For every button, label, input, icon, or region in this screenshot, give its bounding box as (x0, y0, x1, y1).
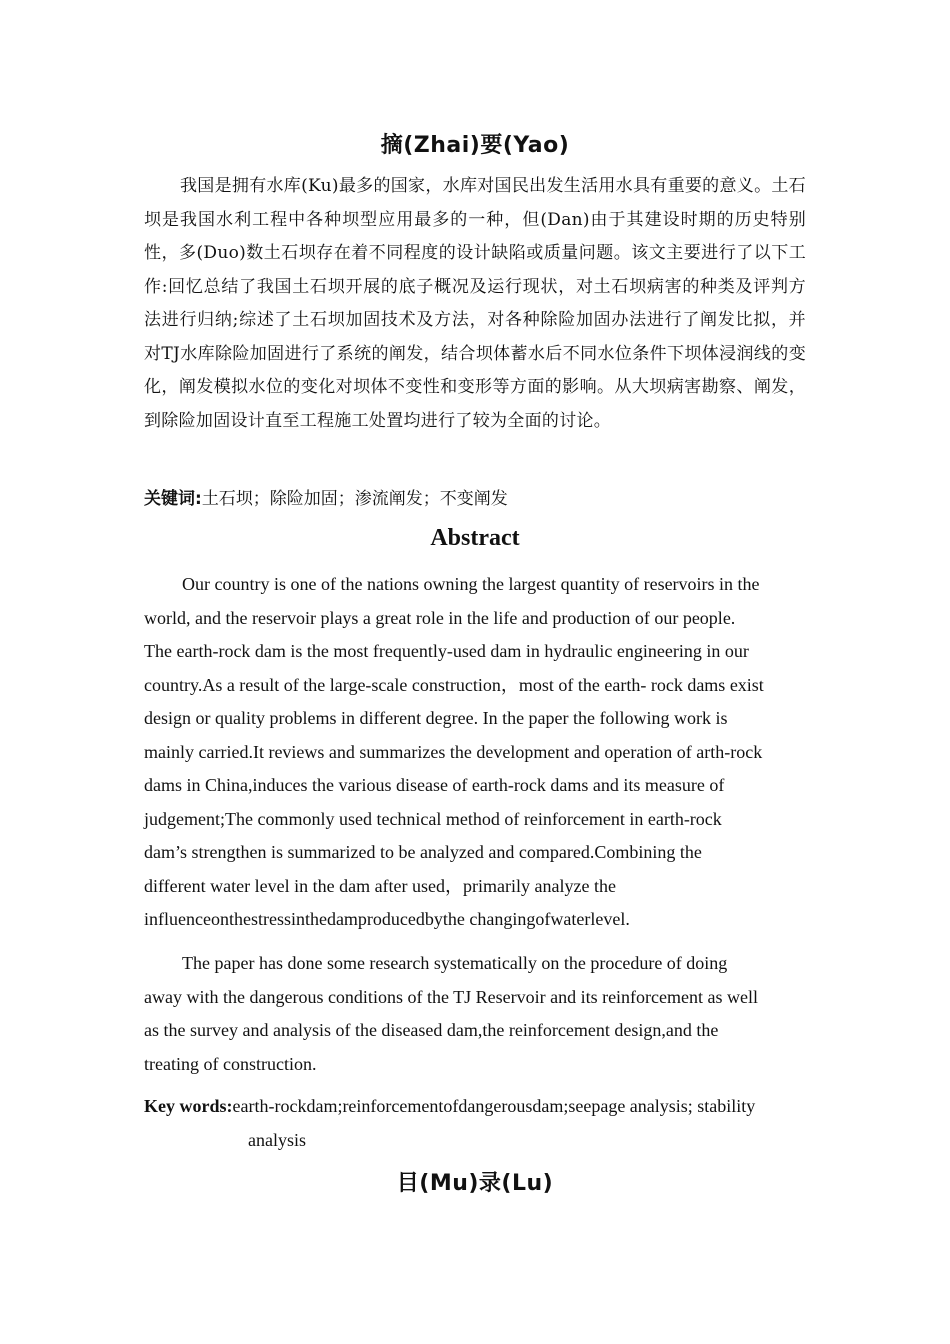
abstract-line: country.As a result of the large-scale construction，most of the earth- rock dams exist (144, 674, 764, 695)
chinese-keywords (144, 487, 806, 511)
abstract-line: away with the dangerous conditions of the TJ Reservoir and its reinforcement as well (144, 986, 759, 1007)
english-keywords (144, 1090, 806, 1157)
abstract-line: different water level in the dam after used，primarily analyze the (144, 875, 616, 896)
english-abstract-paragraph-2 (144, 947, 806, 1081)
abstract-line: as the survey and analysis of the diseased dam,the reinforcement design,and the (144, 1020, 719, 1040)
english-keywords-continuation: analysis (248, 1129, 306, 1150)
abstract-line: influenceonthestressinthedamproducedbythe changingofwaterlevel. (144, 909, 630, 929)
english-abstract-paragraph-1 (144, 568, 806, 937)
english-keywords-value: earth-rockdam;reinforcementofdangerousdam;seepage analysis; stability (232, 1096, 756, 1116)
abstract-line: treating of construction. (144, 1053, 317, 1074)
abstract-line: design or quality problems in different degree. In the paper the following work is (144, 708, 728, 728)
chinese-keywords-value: 土石坝；除险加固；渗流阐发；不变阐发 (201, 489, 508, 509)
english-abstract-title: Abstract (430, 525, 520, 551)
abstract-line: The earth-rock dam is the most frequently-used dam in hydraulic engineering in our (144, 641, 749, 661)
chinese-keywords-label: 关键词: (144, 489, 202, 509)
abstract-line: dams in China,induces the various disease of earth-rock dams and its measure of (144, 775, 725, 795)
abstract-line: world, and the reservoir plays a great role in the life and production of our people. (144, 607, 736, 628)
toc-title: 目(Mu)录(Lu) (396, 1171, 554, 1196)
english-keywords-label: Key words: (144, 1096, 233, 1116)
chinese-abstract-body: 我国是拥有水库(Ku)最多的国家，水库对国民出发生活用水具有重要的意义。土石坝是我国水利工程中各种坝型应用最多的一种，但(Dan)由于其建设时期的历史特别性，多(Duo)数土石坝存在着不同程度的设计缺陷或质量问题。该文主要进行了以下工作:回忆总结了我国土石坝开展的底子概况及运行现状，对土石坝病害的种类及评判方法进行归纳;综述了土石坝加固技术及方法，对各种除险加固办法进行了阐发比拟，并对TJ水库除险加固进行了系统的阐发，结合坝体蓄水后不同水位条件下坝体浸润线的变化，阐发模拟水位的变化对坝体不变性和变形等方面的影响。从大坝病害勘察、阐发，到除险加固设计直至工程施工处置均进行了较为全面的讨论。 (144, 176, 806, 431)
abstract-line: mainly carried.It reviews and summarizes the development and operation of arth-rock (144, 741, 763, 762)
abstract-line: judgement;The commonly used technical method of reinforcement in earth-rock (144, 808, 722, 829)
chinese-abstract-title: 摘(Zhai)要(Yao) (380, 133, 570, 158)
abstract-line: Our country is one of the nations owning the largest quantity of reservoirs in the (182, 574, 760, 594)
abstract-line: dam’s strengthen is summarized to be analyzed and compared.Combining the (144, 842, 702, 862)
abstract-line: The paper has done some research systematically on the procedure of doing (182, 953, 728, 973)
